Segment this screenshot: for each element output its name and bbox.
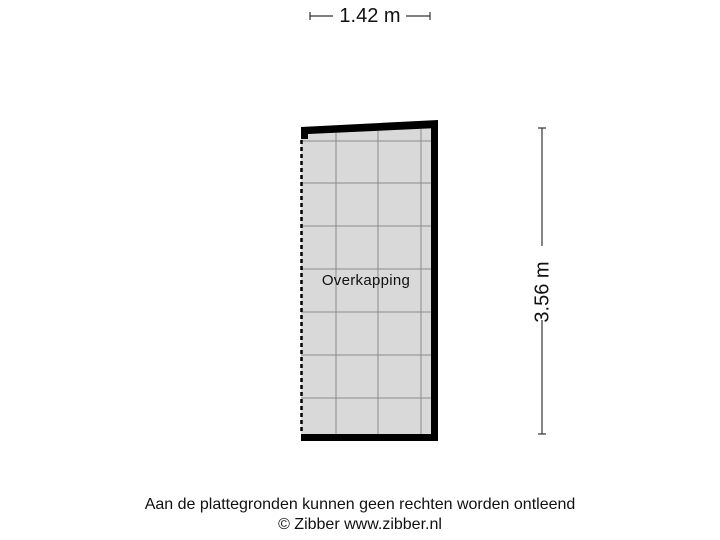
dimension-height-label	[528, 262, 558, 322]
disclaimer-text: Aan de plattegronden kunnen geen rechten worden ontleend	[144, 496, 576, 513]
footer	[0, 495, 720, 535]
dimension-width-label	[300, 4, 440, 28]
wall-right	[431, 121, 438, 441]
room-label-overkapping: Overkapping	[321, 272, 411, 289]
copyright-text: © Zibber www.zibber.nl	[278, 516, 442, 533]
width-value: 1.42 m	[339, 4, 401, 27]
height-value: 3.56 m	[531, 261, 554, 323]
wall-bottom	[301, 434, 438, 441]
